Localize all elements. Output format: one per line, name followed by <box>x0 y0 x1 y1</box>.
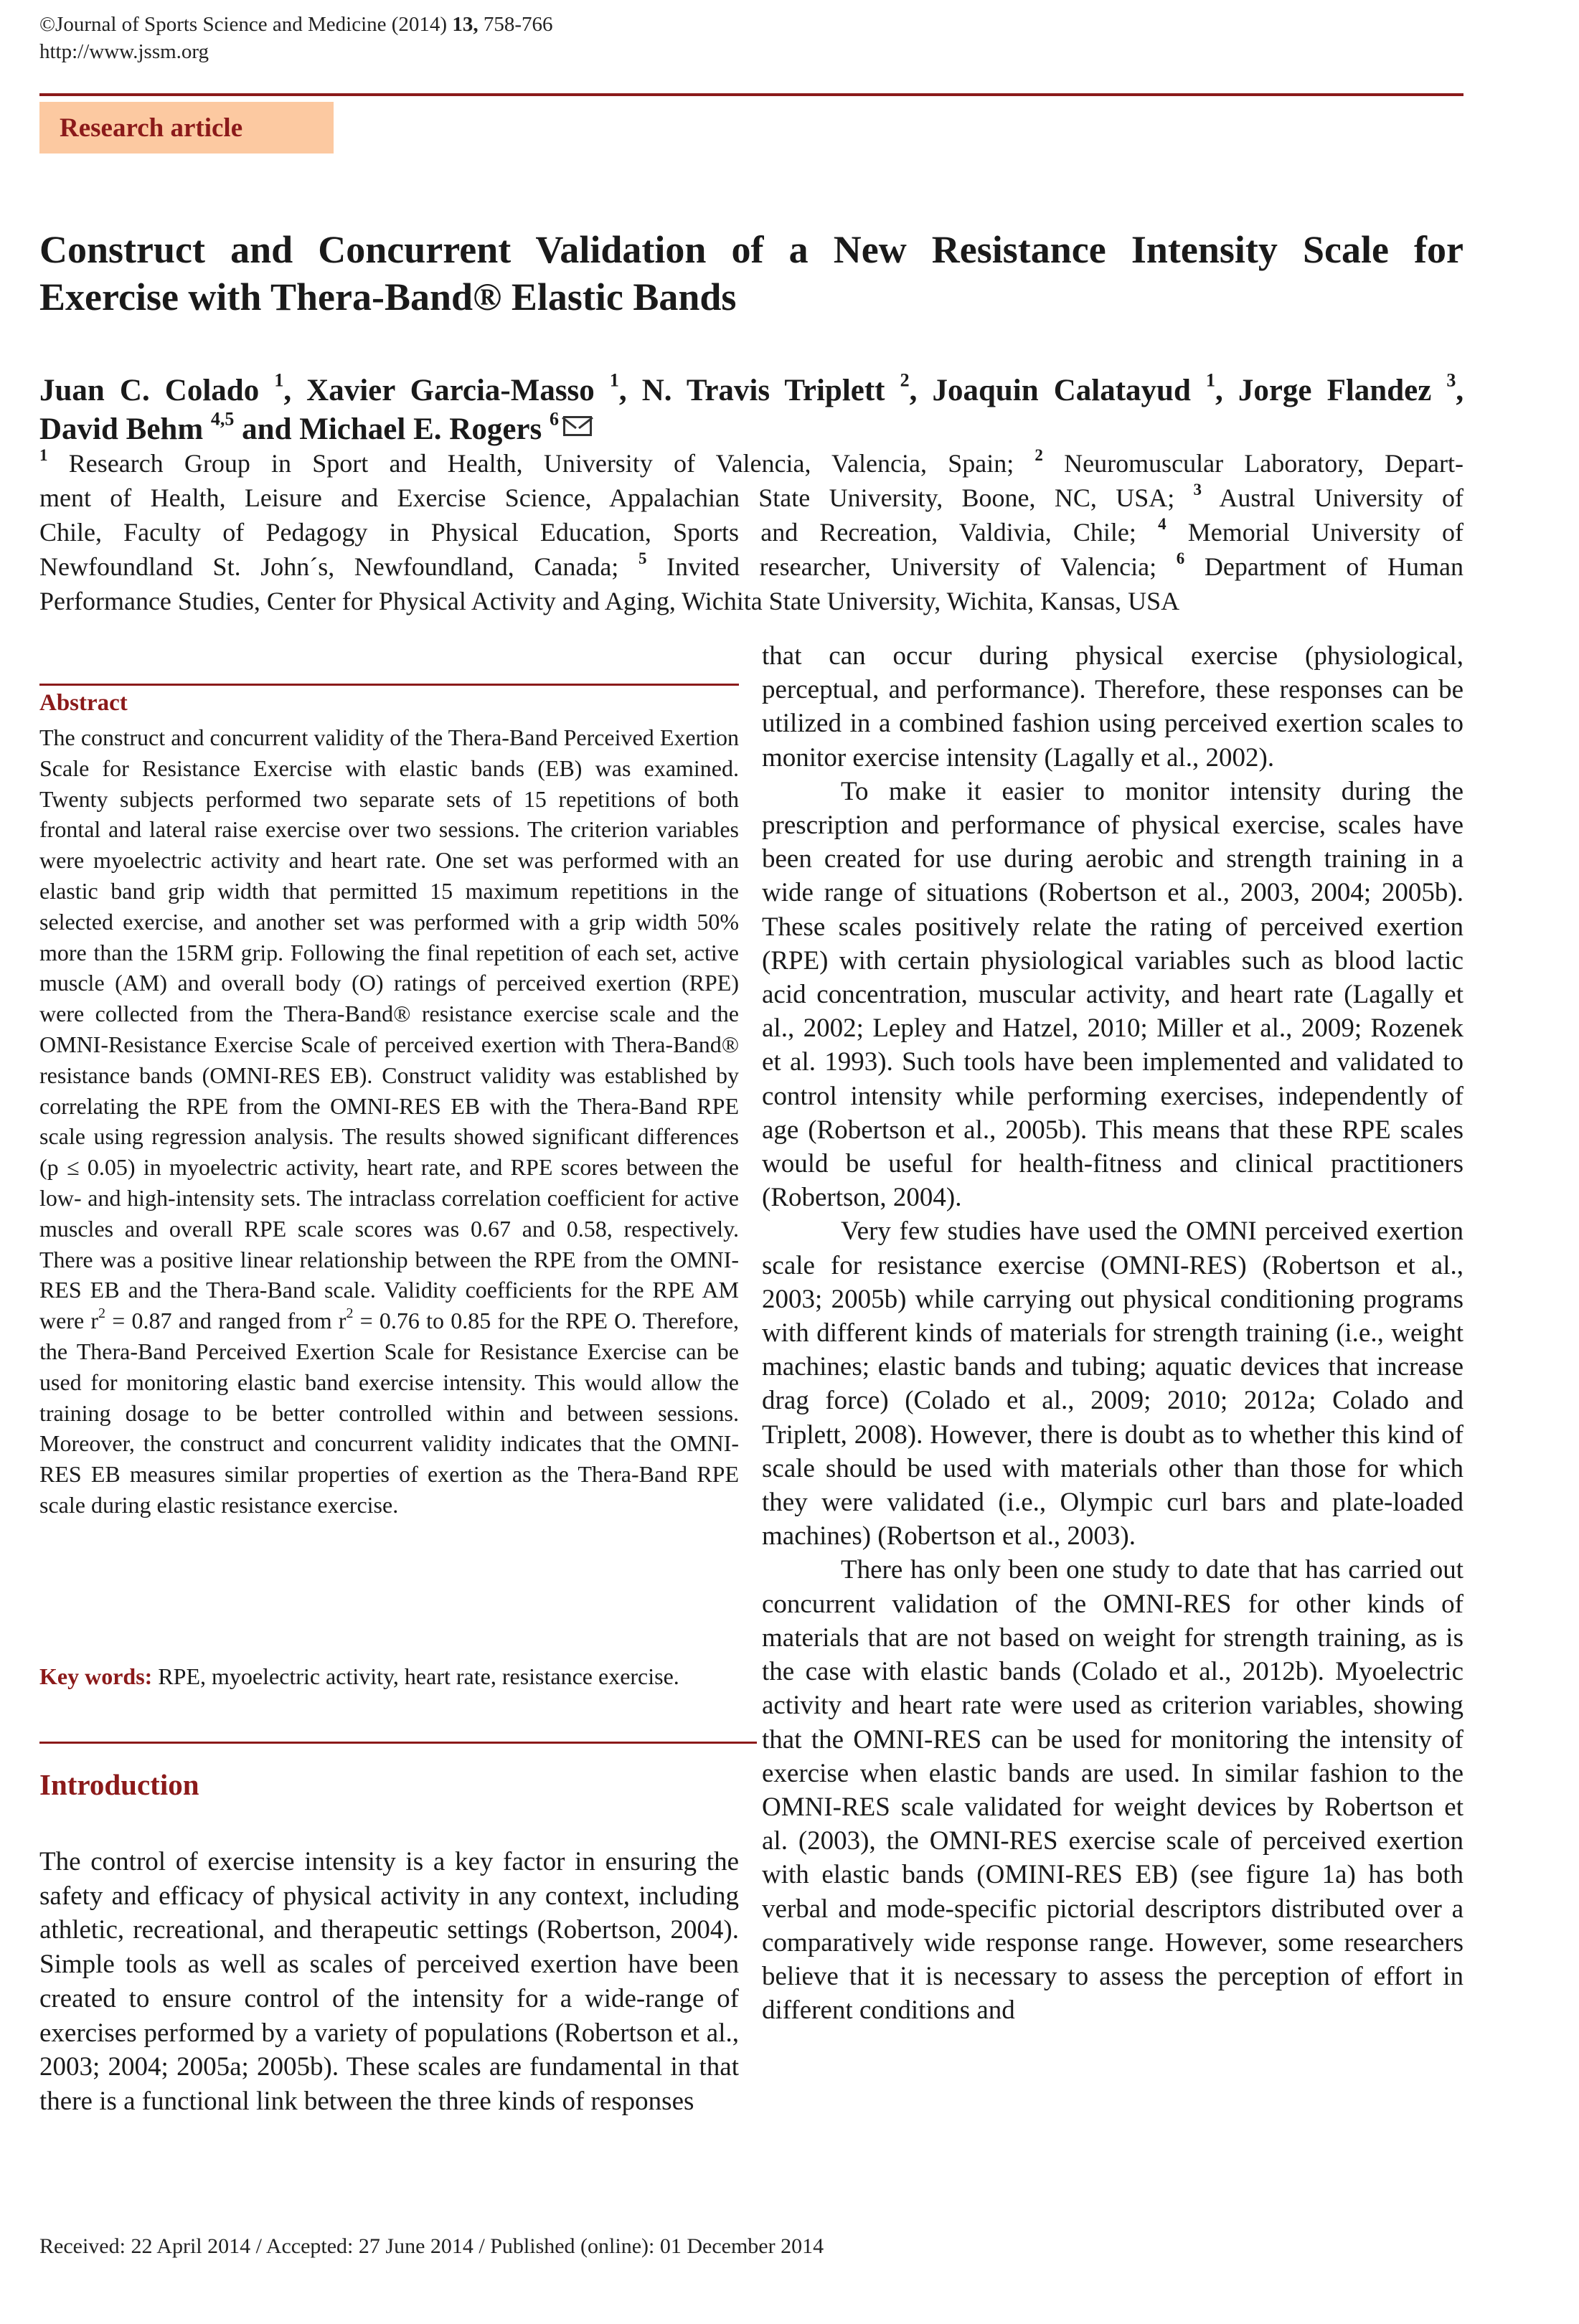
author-separator: and <box>234 412 300 446</box>
abstract-sup: 2 <box>346 1305 354 1322</box>
author-affil-sup: 3 <box>1446 369 1456 391</box>
introduction-heading: Introduction <box>39 1768 199 1801</box>
affil-text: Performance Studies, Center for Physical Activity and Aging, Wichita State University, Wichita, Kansas, USA <box>39 587 1180 615</box>
author-name: Michael E. Rogers <box>299 412 542 446</box>
author-name: Jorge Flandez <box>1238 374 1432 407</box>
author-affil-sup: 6 <box>549 408 559 430</box>
author-name: Xavier Garcia-Masso <box>306 374 595 407</box>
affiliations <box>39 446 1463 618</box>
journal-pages: 758-766 <box>483 13 553 36</box>
mail-icon[interactable] <box>563 416 592 436</box>
publication-dates: Received: 22 April 2014 / Accepted: 27 June 2014 / Published (online): 01 December 2014 <box>39 2234 824 2258</box>
author-affil-sup: 2 <box>900 369 910 391</box>
affil-sup: 3 <box>1193 480 1202 499</box>
author-affil-sup: 1 <box>1205 369 1215 391</box>
affil-sup: 5 <box>638 549 647 567</box>
affil-text: Neuromuscular Laboratory, Depart- <box>1042 449 1463 478</box>
author-row-1 <box>39 369 1464 410</box>
journal-volume: 13, <box>452 13 479 36</box>
author-affil-sup: 4,5 <box>210 408 235 430</box>
affil-text: Chile, Faculty of Pedagogy in Physical Education, Sports and Recreation, Valdivia, Chile; <box>39 518 1159 547</box>
author-separator: , <box>283 374 307 407</box>
abstract-text-c: = 0.76 to 0.85 for the RPE O. Therefore, the Thera-Band Perceived Exertion Scale for Resistance Exercise can be used for monitoring elastic band exercise intensity. This would allow the training dosage to be better controlled within and between sessions. Moreover, the construct and concurrent validity indicates that the OMNI-RES EB measures similar properties of exertion as the Thera-Band RPE scale during elastic resistance exercise. <box>39 1308 740 1518</box>
journal-citation <box>39 10 553 39</box>
keywords-text: RPE, myoelectric activity, heart rate, resistance exercise. <box>152 1663 679 1689</box>
abstract-text-b: = 0.87 and ranged from r <box>105 1308 347 1334</box>
author-separator: , <box>909 374 933 407</box>
keywords-label: Key words: <box>39 1663 153 1689</box>
author-name: Juan C. Colado <box>39 374 260 407</box>
author-affil-sup: 1 <box>609 369 619 391</box>
paragraph: that can occur during physical exercise (physiological, perceptual, and performance). Therefore, these responses can be utilized in a combined fashion using perceived exertion scales to monitor exercise intensity (Lagally et al., 2002). <box>762 641 1463 773</box>
right-column-body <box>762 639 1463 2027</box>
keywords <box>39 1661 739 1692</box>
affiliation-line <box>39 481 1463 515</box>
affil-sup: 4 <box>1158 514 1166 533</box>
paragraph: There has only been one study to date that has carried out concurrent validation of the OMNI-RES for other kinds of materials that are not based on weight for strength training, as is the case with elastic bands (Colado et al., 2012b). Myoelectric activity and heart rate were used as criterion variables, showing that the OMNI-RES can be used for monitoring the intensity of exercise when elastic bands are used. In similar fashion to the OMNI-RES scale validated for weight devices by Robertson et al. (2003), the OMNI-RES exercise scale of perceived exertion with elastic bands (OMINI-RES EB) (see figure 1a) has both verbal and mode-specific pictorial descriptors distributed over a comparatively wide response range. However, some researchers believe that it is necessary to assess the perception of effort in different conditions and <box>762 1555 1463 2026</box>
affil-sup: 6 <box>1176 549 1185 567</box>
affil-text: Department of Human <box>1184 552 1463 581</box>
author-separator: , <box>618 374 642 407</box>
author-list <box>39 369 1464 449</box>
journal-name: ©Journal of Sports Science and Medicine (2014) <box>39 13 448 36</box>
header-rule <box>39 93 1463 96</box>
article-type-label: Research article <box>60 113 243 143</box>
affil-sup: 2 <box>1034 445 1043 464</box>
journal-url[interactable]: http://www.jssm.org <box>39 40 209 63</box>
abstract-text-a: The construct and concurrent validity of the Thera-Band Perceived Exertion Scale for Resistance Exercise with elastic bands (EB) was examined. Twenty subjects performed two separate sets of 15 repetitions of both frontal and lateral raise exercise over two sessions. The criterion variables were myoelectric activity and heart rate. One set was performed with an elastic band grip width that permitted 15 maximum repetitions in the selected exercise, and another set was performed with a grip width 50% more than the 15RM grip. Following the final repetition of each set, active muscle (AM) and overall body (O) ratings of perceived exertion (RPE) were collected from the Thera-Band® resistance exercise scale and the OMNI-Resistance Exercise Scale of perceived exertion with Thera-Band® resistance bands (OMNI-RES EB). Construct validity was established by correlating the RPE from the OMNI-RES EB with the Thera-Band RPE scale using regression analysis. The results showed significant differences (p ≤ 0.05) in myoelectric activity, heart rate, and RPE scores between the low- and high-intensity sets. The intraclass correlation coefficient for active muscles and overall RPE scale scores was 0.67 and 0.58, respectively. There was a positive linear relationship between the RPE from the OMNI-RES EB and the Thera-Band scale. Validity coefficients for the RPE AM were r <box>39 724 739 1334</box>
title-line-1: Construct and Concurrent Validation of a New Resistance Intensity Scale for <box>39 228 1463 271</box>
affil-sup: 1 <box>39 445 48 464</box>
affiliation-line <box>39 584 1463 618</box>
abstract-sup: 2 <box>98 1305 106 1322</box>
author-name: David Behm <box>39 412 204 446</box>
article-title <box>39 226 1463 321</box>
affil-text: Invited researcher, University of Valencia; <box>646 552 1177 581</box>
affil-text: Research Group in Sport and Health, University of Valencia, Valencia, Spain; <box>47 449 1035 478</box>
affiliation-line <box>39 515 1463 549</box>
affil-text: Austral University of <box>1202 483 1463 512</box>
article-type-badge <box>39 102 334 153</box>
author-name: Joaquin Calatayud <box>932 374 1191 407</box>
author-row-2 <box>39 410 1463 449</box>
title-line-2: Exercise with Thera-Band® Elastic Bands <box>39 275 737 318</box>
author-affil-sup: 1 <box>274 369 284 391</box>
affiliation-line <box>39 549 1463 584</box>
paragraph: Very few studies have used the OMNI perceived exertion scale for resistance exercise (OMNI-RES) (Robertson et al., 2003; 2005b) while carrying out physical conditioning programs with different kinds of materials for strength training (i.e., weight machines; elastic bands and tubing; aquatic devices that increase drag force) (Colado et al., 2009; 2010; 2012a; Colado and Triplett, 2008). However, there is doubt as to whether this kind of scale should be used with materials other than those for which they were validated (i.e., Olympic curl bars and plate-loaded machines) (Robertson et al., 2003). <box>762 1217 1463 1551</box>
affil-text: ment of Health, Leisure and Exercise Science, Appalachian State University, Boone, NC, USA; <box>39 483 1194 512</box>
abstract-heading: Abstract <box>39 690 128 716</box>
abstract-rule <box>39 684 739 686</box>
introduction-body: The control of exercise intensity is a key factor in ensuring the safety and efficacy of physical activity in any context, including athletic, recreational, and therapeutic settings (Robertson, 2004). Simple tools as well as scales of perceived exertion have been created to ensure control of the intensity for a wide-range of exercises performed by a variety of populations (Robertson et al., 2003; 2004; 2005a; 2005b). These scales are fundamental in that there is a functional link between the three kinds of responses <box>39 1847 739 2116</box>
paragraph: To make it easier to monitor intensity during the prescription and performance of physical exercise, scales have been created for use during aerobic and strength training in a wide range of situations (Robertson et al., 2003, 2004; 2005b). These scales positively relate the rating of perceived exertion (RPE) with certain physiological variables such as blood lactic acid concentration, muscular activity, and heart rate (Lagally et al., 2002; Lepley and Hatzel, 2010; Miller et al., 2009; Rozenek et al. 1993). Such tools have been implemented and validated to control intensity while performing exercises, independently of age (Robertson et al., 2005b). This means that these RPE scales would be useful for health-fitness and clinical practitioners (Robertson, 2004). <box>762 776 1463 1213</box>
author-name: N. Travis Triplett <box>641 374 885 407</box>
affiliation-line <box>39 446 1463 481</box>
intro-rule <box>39 1742 757 1744</box>
author-separator: , <box>1215 374 1238 407</box>
abstract-body <box>39 722 739 1521</box>
affil-text: Newfoundland St. John´s, Newfoundland, Canada; <box>39 552 638 581</box>
affil-text: Memorial University of <box>1166 518 1463 547</box>
author-separator: , <box>1456 374 1464 407</box>
